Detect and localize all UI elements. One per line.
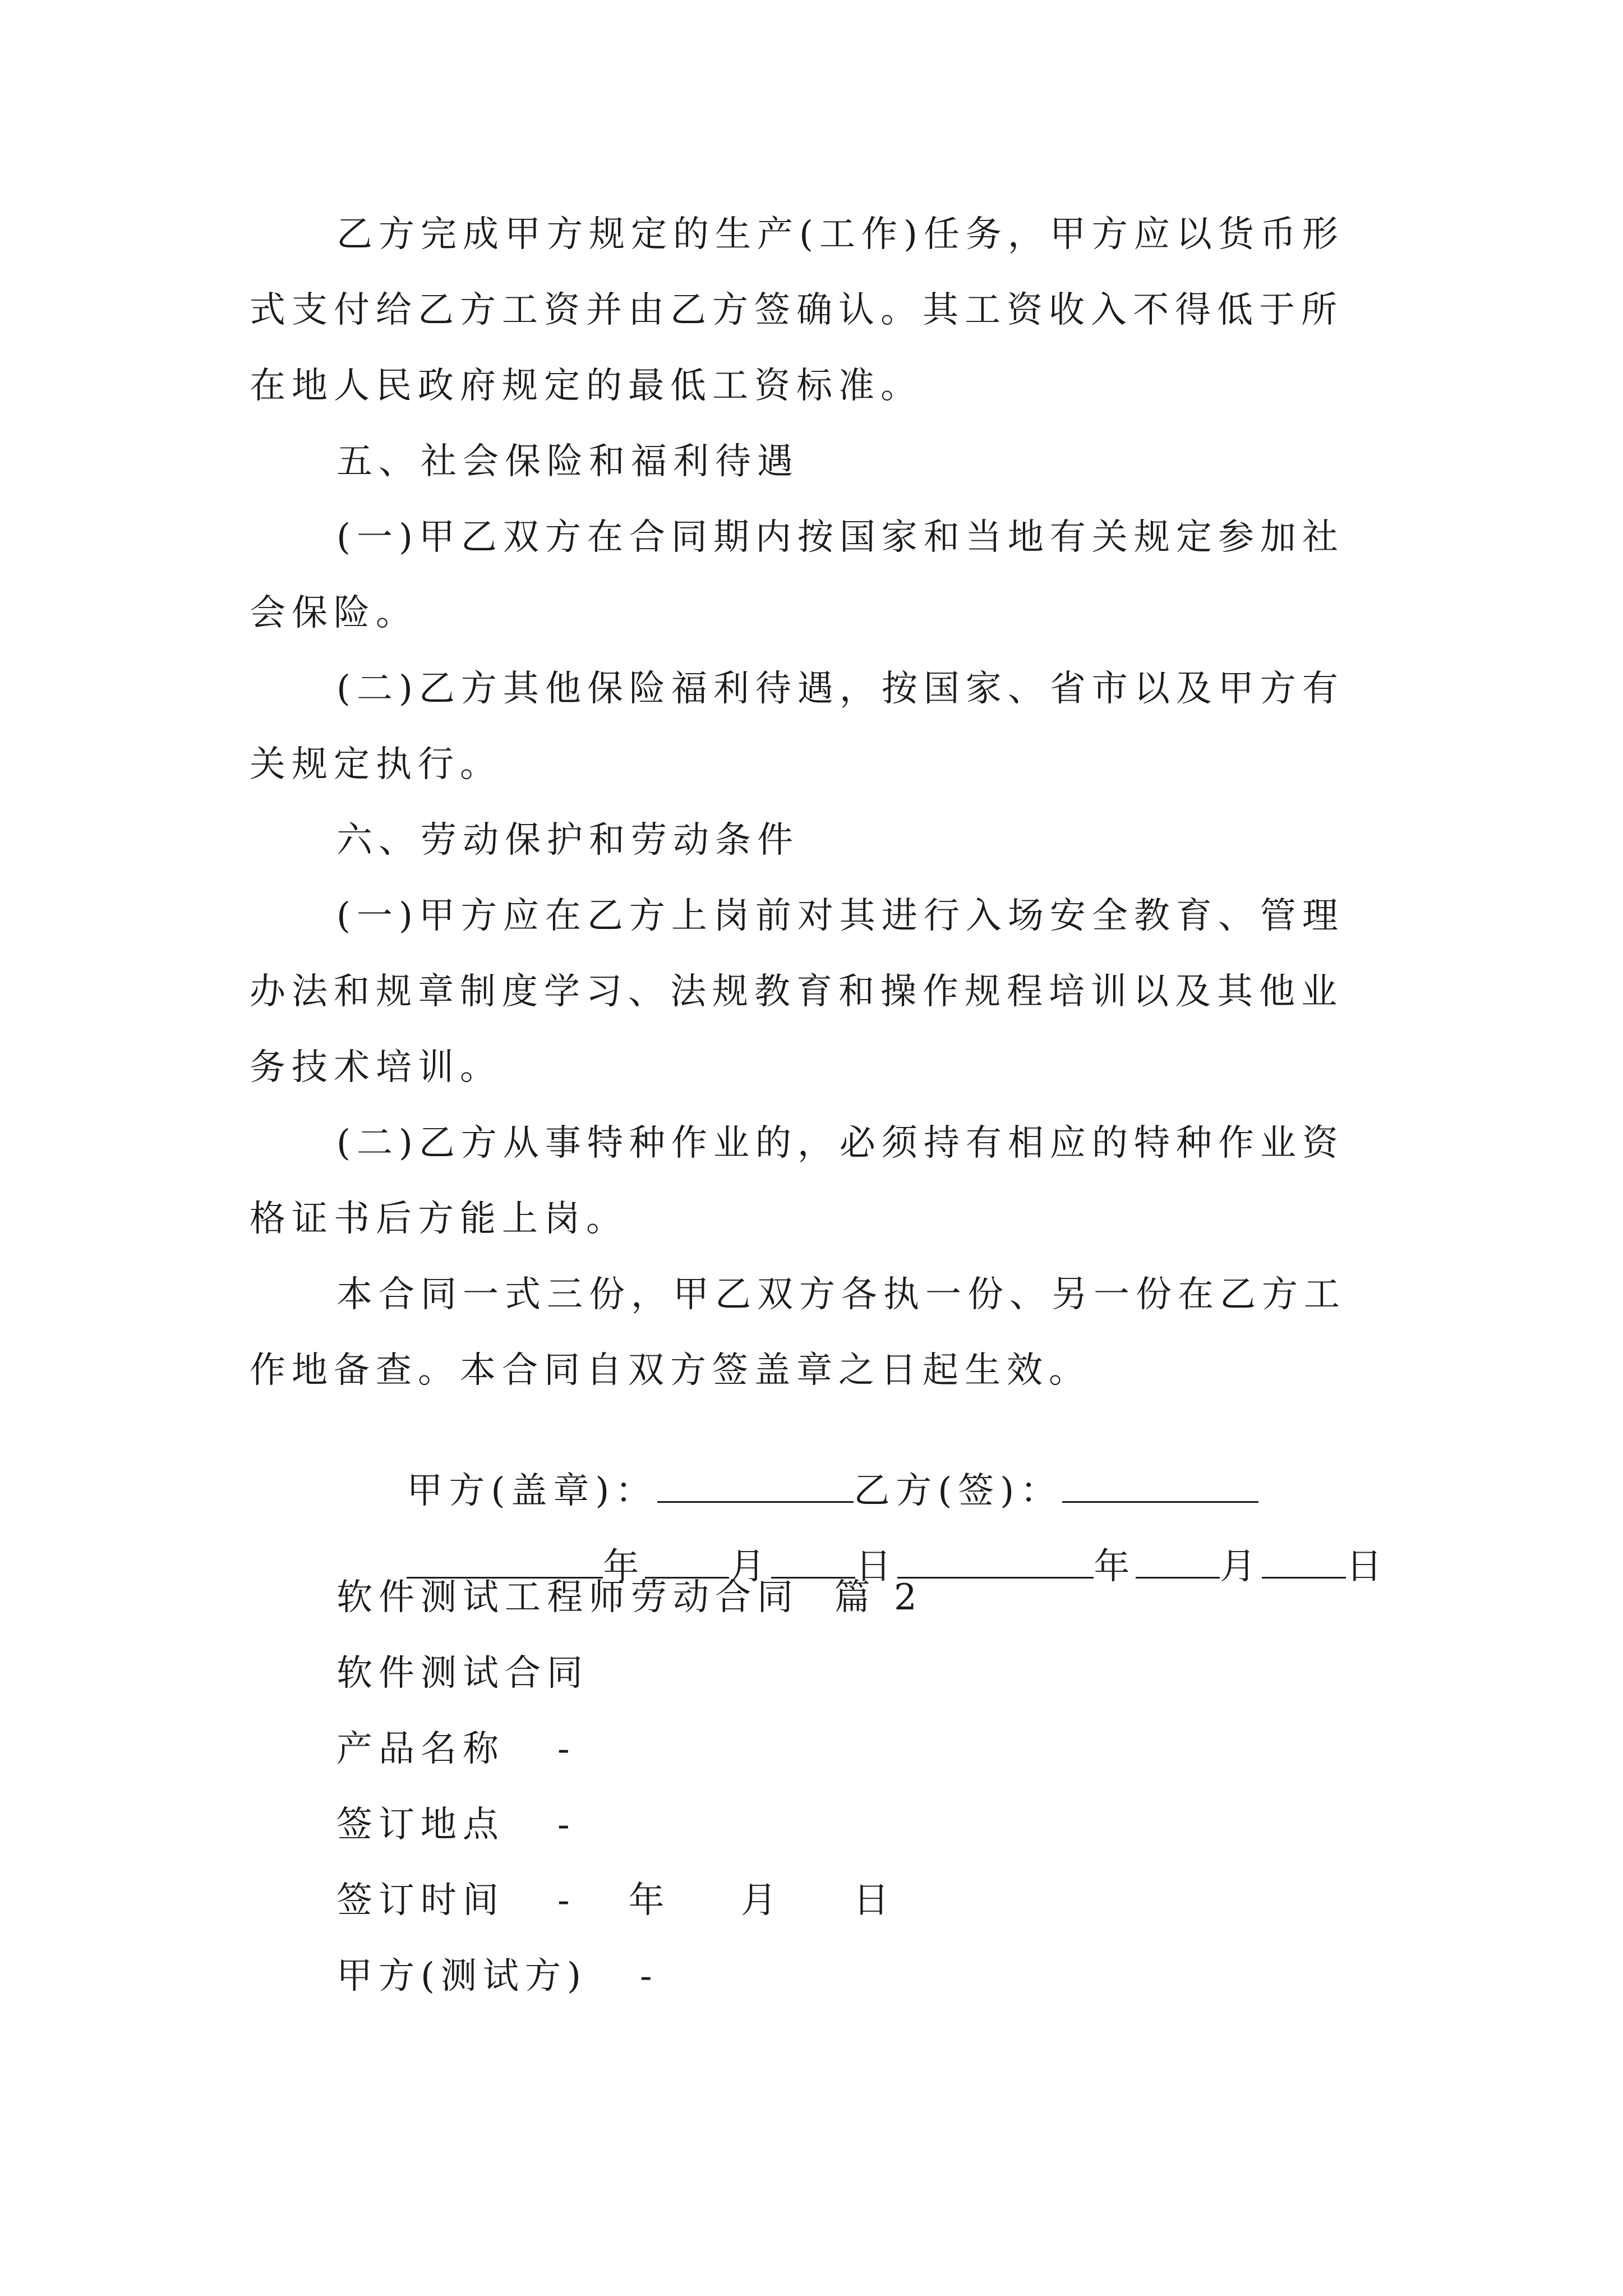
contract-subtitle: 软件测试合同 [336,1653,589,1694]
month-blank [645,1545,729,1579]
section-title: 软件测试工程师劳动合同 篇 2 [336,1577,923,1618]
year-label-b: 年 [1094,1546,1136,1588]
section-heading: 六、劳动保护和劳动条件 [336,820,799,861]
paragraph-line: 会保险。 [250,592,418,634]
month-label: 月 [729,1546,772,1588]
month-label-b: 月 [1220,1546,1262,1588]
sign-time-field: 签订时间 - 年 月 日 [336,1880,896,1921]
party-a-tester-field: 甲方(测试方) - [336,1955,658,1997]
day-blank [771,1545,855,1579]
paragraph-line: 乙方完成甲方规定的生产(工作)任务，甲方应以货币形 [336,214,1344,255]
sign-place-field: 签订地点 - [336,1804,576,1846]
day-blank-b [1262,1545,1346,1579]
paragraph-line: 办法和规章制度学习、法规教育和操作规程培训以及其他业 [250,971,1343,1013]
paragraph-line: 本合同一式三份，甲乙双方各执一份、另一份在乙方工 [336,1274,1346,1315]
paragraph-line: (一)甲方应在乙方上岗前对其进行入场安全教育、管理 [336,895,1344,937]
paragraph-line: 作地备查。本合同自双方签盖章之日起生效。 [250,1350,1091,1391]
party-b-label: 乙方(签)： [854,1470,1063,1512]
day-label-b: 日 [1346,1546,1389,1588]
paragraph-line: (二)乙方其他保险福利待遇，按国家、省市以及甲方有 [336,668,1344,710]
signature-line [336,1424,1258,1512]
date-line [336,1499,1389,1588]
month-blank-b [1136,1545,1220,1579]
section-heading: 五、社会保险和福利待遇 [336,441,799,482]
paragraph-line: 务技术培训。 [250,1047,502,1088]
party-a-label: 甲方(盖章)： [407,1470,658,1512]
year-label: 年 [603,1546,645,1588]
paragraph-line: 关规定执行。 [250,744,502,785]
paragraph-line: (二)乙方从事特种作业的，必须持有相应的特种作业资 [336,1122,1344,1164]
party-a-blank [657,1470,854,1503]
paragraph-line: 格证书后方能上岗。 [250,1198,628,1240]
paragraph-line: 在地人民政府规定的最低工资标准。 [250,365,923,407]
year-blank [407,1545,603,1579]
paragraph-line: (一)甲乙双方在合同期内按国家和当地有关规定参加社 [336,517,1344,558]
paragraph-line: 式支付给乙方工资并由乙方签确认。其工资收入不得低于所 [250,289,1343,331]
day-label: 日 [855,1546,898,1588]
party-b-blank [1062,1470,1258,1503]
year-blank-b [897,1545,1094,1579]
product-name-field: 产品名称 - [336,1728,576,1770]
